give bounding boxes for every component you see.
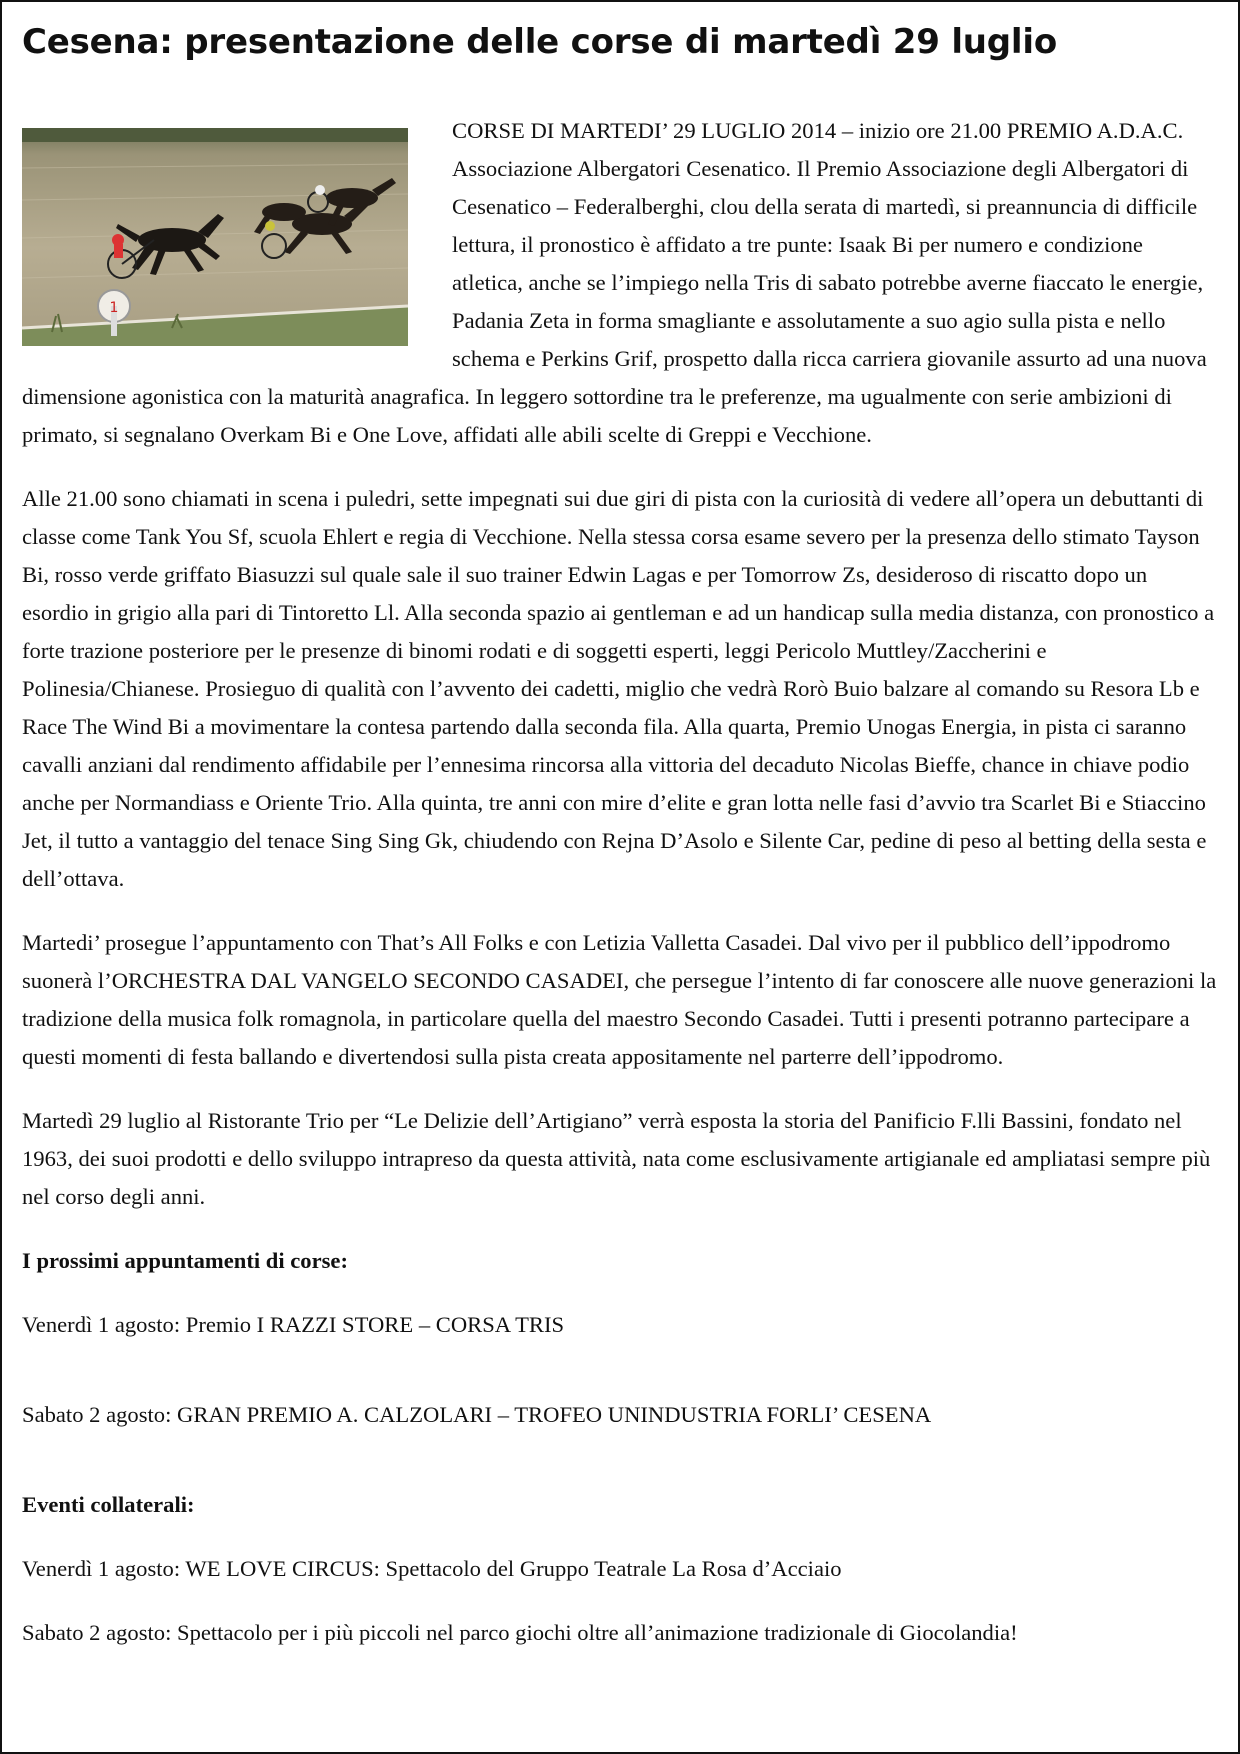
upcoming-races-section: [22, 1242, 1218, 1434]
side-events-section: [22, 1486, 1218, 1652]
upcoming-race-item: Sabato 2 agosto: GRAN PREMIO A. CALZOLARI – TROFEO UNINDUSTRIA FORLI’ CESENA: [22, 1402, 932, 1427]
side-event-item: Sabato 2 agosto: Spettacolo per i più piccoli nel parco giochi oltre all’animazione tradizionale di Giocolandia!: [22, 1620, 1018, 1645]
harness-race-photo: [22, 128, 408, 346]
svg-text:1: 1: [109, 300, 119, 316]
article-paragraph-3: Martedi’ prosegue l’appuntamento con That’s All Folks e con Letizia Valletta Casadei. Dal vivo per il pubblico dell’ippodromo suonerà l’ORCHESTRA DAL VANGELO SECONDO CASADEI, che persegue l’intento di far conoscere alle nuove generazioni la tradizione della musica folk romagnola, in particolare quella del maestro Secondo Casadei. Tutti i presenti potranno partecipare a questi momenti di festa ballando e divertendosi sulla pista creata appositamente nel parterre dell’ippodromo.: [22, 930, 1217, 1069]
upcoming-race-item: Venerdì 1 agosto: Premio I RAZZI STORE – CORSA TRIS: [22, 1312, 565, 1337]
article-body: [2, 66, 1238, 1652]
article-paragraph-1: CORSE DI MARTEDI’ 29 LUGLIO 2014 – inizio ore 21.00 PREMIO A.D.A.C. Associazione Albergatori Cesenatico. Il Premio Associazione degli Albergatori di Cesenatico – Federalberghi, clou della serata di martedì, si preannuncia di difficile lettura, il pronostico è affidato a tre punte: Isaak Bi per numero e condizione atletica, anche se l’impiego nella Tris di sabato potrebbe averne fiaccato le energie, Padania Zeta in forma smagliante e assolutamente a suo agio sulla pista e nello schema e Perkins Grif, prospetto dalla ricca carriera giovanile assurto ad una nuova dimensione agonistica con la maturità anagrafica. In leggero sottordine tra le preferenze, ma ugualmente con serie ambizioni di primato, si segnalano Overkam Bi e One Love, affidati alle abili scelte di Greppi e Vecchione.: [22, 118, 1207, 447]
article-title: Cesena: presentazione delle corse di martedì 29 luglio: [22, 22, 1057, 62]
side-events-heading: Eventi collaterali:: [22, 1492, 195, 1517]
side-event-item: Venerdì 1 agosto: WE LOVE CIRCUS: Spettacolo del Gruppo Teatrale La Rosa d’Acciaio: [22, 1556, 842, 1581]
article-paragraph-4: Martedì 29 luglio al Ristorante Trio per “Le Delizie dell’Artigiano” verrà esposta la storia del Panificio F.lli Bassini, fondato nel 1963, dei suoi prodotti e dello sviluppo intrapreso da questa attività, nata come esclusivamente artigianale ed ampliatasi sempre più nel corso degli anni.: [22, 1108, 1211, 1209]
article-paragraph-2: Alle 21.00 sono chiamati in scena i puledri, sette impegnati sui due giri di pista con la curiosità di vedere all’opera un debuttanti di classe come Tank You Sf, scuola Ehlert e regia di Vecchione. Nella stessa corsa esame severo per la presenza dello stimato Tayson Bi, rosso verde griffato Biasuzzi sul quale sale il suo trainer Edwin Lagas e per Tomorrow Zs, desideroso di riscatto dopo un esordio in grigio alla pari di Tintoretto Ll. Alla seconda spazio ai gentleman e ad un handicap sulla media distanza, con pronostico a forte trazione posteriore per le presenze di binomi rodati e di soggetti esperti, leggi Pericolo Muttley/Zaccherini e Polinesia/Chianese. Prosieguo di qualità con l’avvento dei cadetti, miglio che vedrà Rorò Buio balzare al comando su Resora Lb e Race The Wind Bi a movimentare la contesa partendo dalla seconda fila. Alla quarta, Premio Unogas Energia, in pista ci saranno cavalli anziani dal rendimento affidabile per l’ennesima rincorsa alla vittoria del decaduto Nicolas Bieffe, chance in chiave podio anche per Normandiass e Oriente Trio. Alla quinta, tre anni con mire d’elite e gran lotta nelle fasi d’avvio tra Scarlet Bi e Stiaccino Jet, il tutto a vantaggio del tenace Sing Sing Gk, chiudendo con Rejna D’Asolo e Silente Car, pedine di peso al betting della sesta e dell’ottava.: [22, 486, 1215, 891]
upcoming-races-heading: I prossimi appuntamenti di corse:: [22, 1248, 348, 1273]
